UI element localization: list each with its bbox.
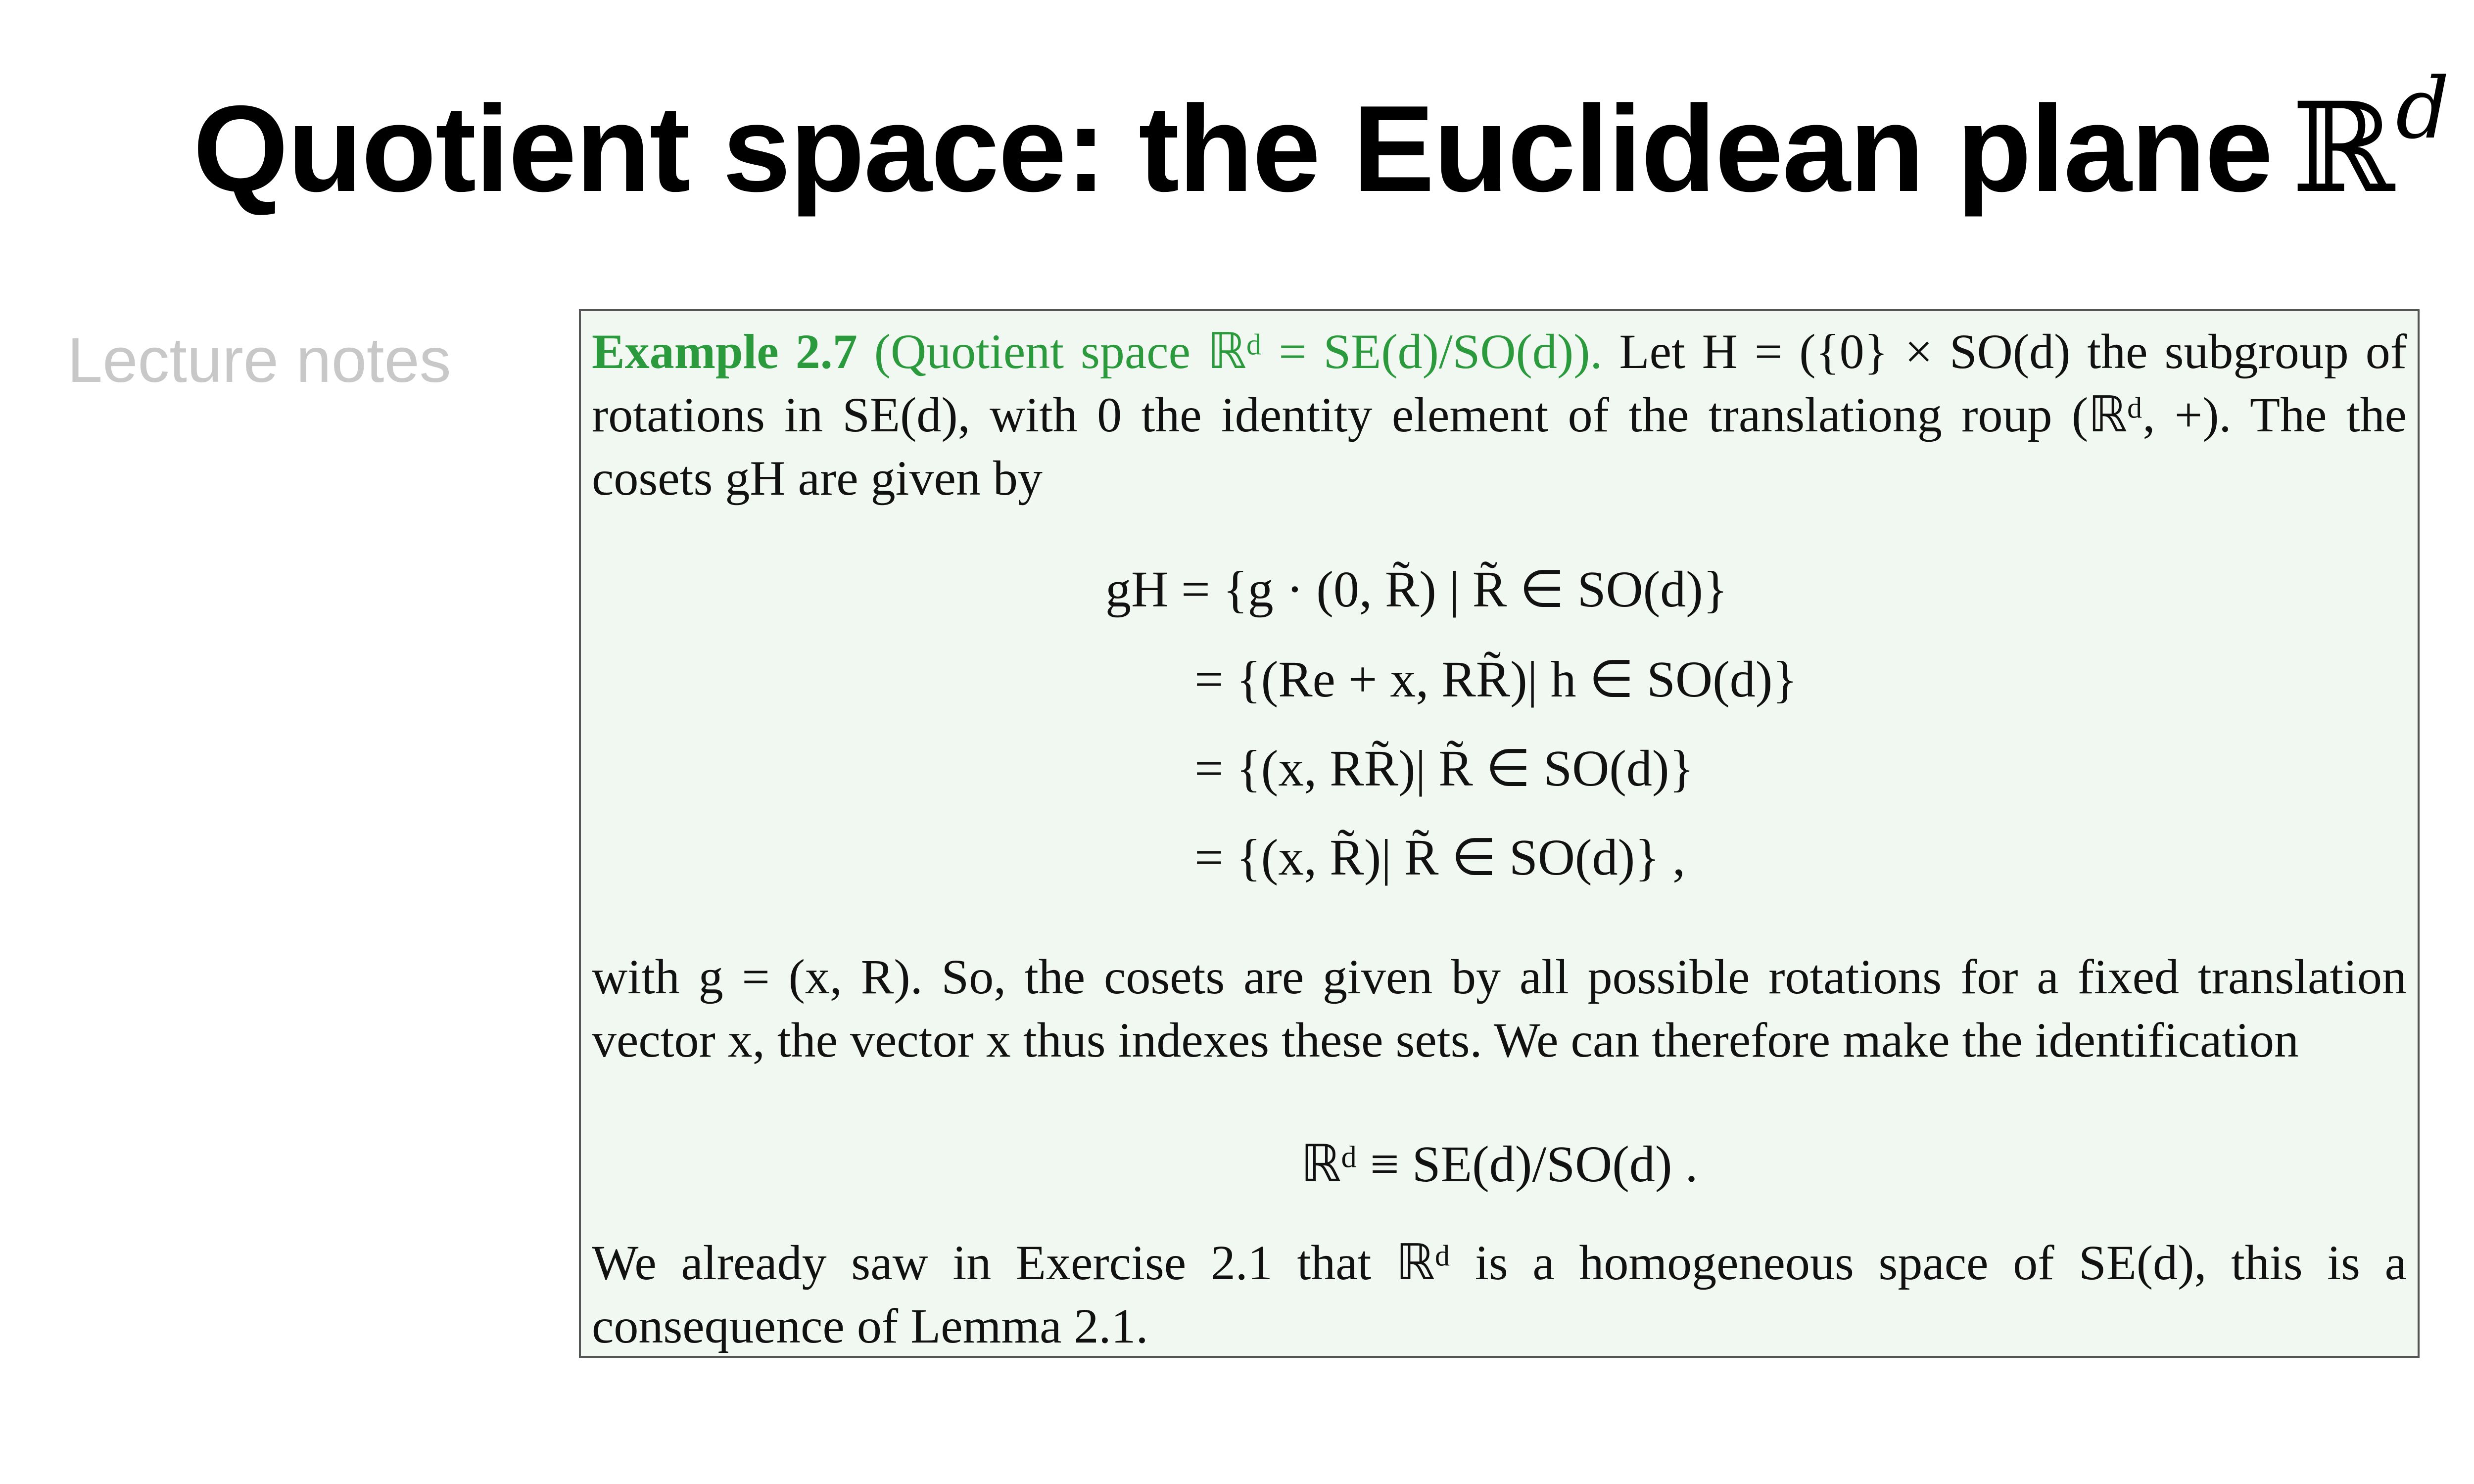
title-math xyxy=(2291,60,2449,220)
slide-title xyxy=(193,60,2449,220)
title-math-superscript: d xyxy=(2395,60,2449,158)
closing-paragraph: We already saw in Exercise 2.1 that ℝᵈ is a homogeneous space of SE(d), this is a consequence of Lemma 2.1. xyxy=(592,1235,2407,1353)
explanation-paragraph: with g = (x, R). So, the cosets are given by all possible rotations for a fixed translation vector x, the vector x thus indexes these sets. We can therefore make the identification xyxy=(592,949,2407,1067)
example-paragraph xyxy=(592,320,2407,510)
example-label: Example 2.7 xyxy=(592,324,857,379)
identification-equation: ℝᵈ ≡ SE(d)/SO(d) . xyxy=(1300,1136,1698,1193)
title-math-base: ℝ xyxy=(2291,76,2394,220)
equation-line: = {(Re + x, RR̃)| h ∈ SO(d)} xyxy=(1194,651,1798,708)
equation-line: = {(x, RR̃)| R̃ ∈ SO(d)} xyxy=(1194,740,1694,797)
example-heading xyxy=(592,324,1603,379)
lecture-notes-label: Lecture notes xyxy=(67,325,451,396)
lecture-notes-excerpt xyxy=(579,309,2420,1358)
equation-line: = {(x, R̃)| R̃ ∈ SO(d)} , xyxy=(1194,829,1686,886)
title-text: Quotient space: the Euclidean plane xyxy=(193,80,2272,217)
example-text: Let H = ({0} × SO(d) the subgroup of rotations in SE(d), with 0 the identity element of the translationg roup (ℝᵈ, +). The the cosets gH are given by xyxy=(592,324,2407,506)
equation-line: gH = {g · (0, R̃) | R̃ ∈ SO(d)} xyxy=(1105,561,1728,618)
example-title: (Quotient space ℝᵈ = SE(d)/SO(d)). xyxy=(874,324,1603,379)
